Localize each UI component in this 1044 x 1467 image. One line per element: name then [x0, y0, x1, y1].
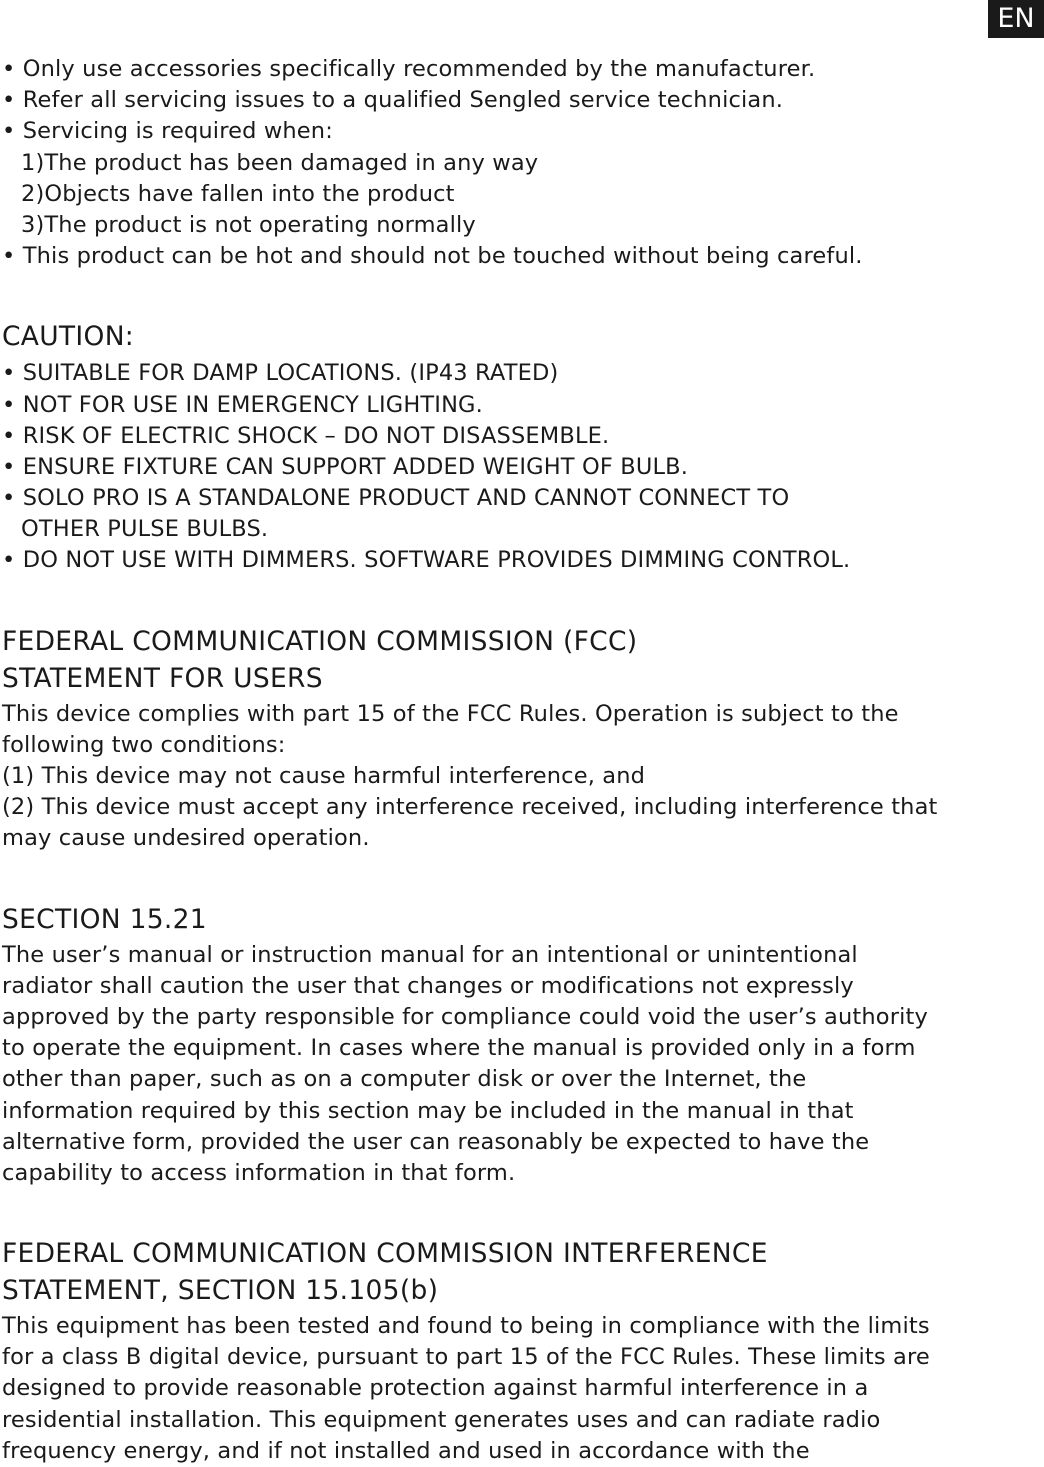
paragraph-line: other than paper, such as on a computer disk or over the Internet, the — [2, 1066, 807, 1093]
list-item: • SUITABLE FOR DAMP LOCATIONS. (IP43 RATED) — [2, 358, 1044, 389]
language-badge: EN — [988, 0, 1044, 38]
document-body — [2, 54, 1044, 1467]
safety-list — [2, 54, 1044, 272]
paragraph-line: may cause undesired operation. — [2, 825, 370, 852]
list-item: • Only use accessories specifically recommended by the manufacturer. — [2, 54, 1044, 85]
paragraph-line: (2) This device must accept any interference received, including interference that — [2, 794, 938, 821]
list-item: 3)The product is not operating normally — [21, 211, 476, 238]
paragraph-line: This device complies with part 15 of the FCC Rules. Operation is subject to the — [2, 700, 899, 727]
list-item: • SOLO PRO IS A STANDALONE PRODUCT AND CANNOT CONNECT TO — [2, 483, 1044, 514]
list-item: • DO NOT USE WITH DIMMERS. SOFTWARE PROVIDES DIMMING CONTROL. — [2, 545, 1044, 576]
fcc-statement-section — [2, 623, 1044, 855]
list-item: • Servicing is required when: — [2, 116, 1044, 147]
list-item: • This product can be hot and should not be touched without being careful. — [2, 241, 1044, 272]
list-item: 1)The product has been damaged in any way — [21, 149, 539, 176]
paragraph-line: residential installation. This equipment generates uses and can radiate radio — [2, 1406, 881, 1433]
paragraph-line: capability to access information in that form. — [2, 1159, 516, 1186]
paragraph-line: designed to provide reasonable protection against harmful interference in a — [2, 1375, 869, 1402]
section-heading: SECTION 15.21 — [2, 903, 207, 935]
caution-heading: CAUTION: — [2, 321, 135, 353]
list-item: • ENSURE FIXTURE CAN SUPPORT ADDED WEIGHT OF BULB. — [2, 452, 1044, 483]
paragraph-line: radiator shall caution the user that changes or modifications not expressly — [2, 972, 854, 999]
section-heading: STATEMENT, SECTION 15.105(b) — [2, 1275, 439, 1307]
list-item: • NOT FOR USE IN EMERGENCY LIGHTING. — [2, 390, 1044, 421]
paragraph-line: (1) This device may not cause harmful interference, and — [2, 763, 646, 789]
paragraph-line: alternative form, provided the user can reasonably be expected to have the — [2, 1128, 870, 1155]
paragraph-line: following two conditions: — [2, 731, 286, 758]
section-heading: FEDERAL COMMUNICATION COMMISSION INTERFERENCE — [2, 1238, 768, 1270]
list-item: • Refer all servicing issues to a qualified Sengled service technician. — [2, 85, 1044, 116]
paragraph-line: information required by this section may be included in the manual in that — [2, 1097, 854, 1124]
section-heading: FEDERAL COMMUNICATION COMMISSION (FCC) — [2, 625, 638, 657]
paragraph-line: approved by the party responsible for compliance could void the user’s authority — [2, 1003, 928, 1030]
list-item: OTHER PULSE BULBS. — [21, 516, 269, 543]
section-heading: STATEMENT FOR USERS — [2, 662, 323, 694]
paragraph-line: This equipment has been tested and found to being in compliance with the limits — [2, 1313, 930, 1340]
caution-section — [2, 318, 1044, 576]
list-item: 2)Objects have fallen into the product — [21, 180, 455, 207]
paragraph-line: frequency energy, and if not installed and used in accordance with the — [2, 1437, 810, 1464]
paragraph-line: for a class B digital device, pursuant to part 15 of the FCC Rules. These limits are — [2, 1344, 930, 1371]
section-15-21 — [2, 901, 1044, 1190]
paragraph-line: to operate the equipment. In cases where the manual is provided only in a form — [2, 1035, 916, 1062]
list-item: • RISK OF ELECTRIC SHOCK – DO NOT DISASSEMBLE. — [2, 421, 1044, 452]
paragraph-line: The user’s manual or instruction manual for an intentional or unintentional — [2, 941, 858, 968]
interference-statement-section — [2, 1235, 1044, 1467]
